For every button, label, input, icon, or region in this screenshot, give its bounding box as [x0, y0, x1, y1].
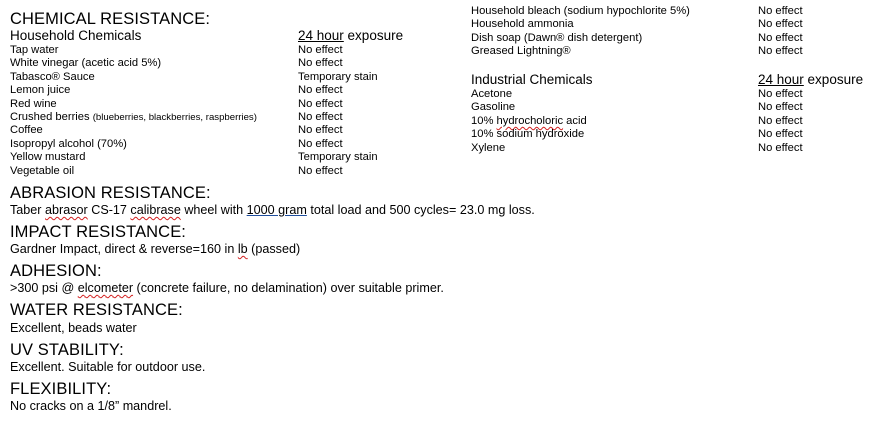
text-run: Gardner Impact, direct & reverse=160 in: [10, 242, 238, 256]
water-resistance-title: WATER RESISTANCE:: [10, 301, 183, 319]
grammar-flagged-phrase: 1000 gram: [246, 203, 307, 217]
household-chemicals-heading: Household Chemicals: [10, 28, 142, 43]
chemical-result: No effect: [758, 18, 803, 31]
chemical-name: Vegetable oil: [10, 164, 75, 177]
chemical-name: Isopropyl alcohol (70%): [10, 137, 127, 150]
industrial-exposure-heading: [758, 72, 863, 88]
household-continued-results: [758, 5, 803, 59]
chemical-result: No effect: [758, 114, 803, 127]
chemical-name: [10, 111, 257, 124]
impact-resistance-title: IMPACT RESISTANCE:: [10, 223, 186, 241]
chemical-result: No effect: [298, 44, 343, 56]
chemical-name: Coffee: [10, 124, 43, 137]
industrial-chemical-results: [758, 88, 803, 155]
text-run: (passed): [247, 242, 301, 256]
chemical-name-post: acid: [563, 114, 587, 127]
misspelled-word: hydrocholoric: [496, 114, 564, 127]
exposure-label: exposure: [803, 72, 864, 87]
household-chemical-results: [298, 44, 378, 178]
chemical-name: Red wine: [10, 97, 57, 110]
chemical-name: Acetone: [471, 88, 513, 100]
abrasion-resistance-title: ABRASION RESISTANCE:: [10, 184, 211, 202]
chemical-result: No effect: [758, 5, 803, 17]
chemical-result: No effect: [298, 57, 343, 70]
household-continued-names: [471, 5, 690, 59]
chemical-name: 10% sodium hydroxide: [471, 128, 585, 141]
text-run: Taber: [10, 203, 46, 217]
adhesion-title: ADHESION:: [10, 262, 102, 280]
impact-resistance-text: [10, 242, 300, 257]
household-exposure-heading: [298, 28, 403, 44]
chemical-result: No effect: [758, 45, 803, 58]
chemical-name: Lemon juice: [10, 84, 71, 97]
chemical-name: [471, 115, 587, 128]
chemical-result: No effect: [298, 137, 343, 150]
chemical-name-detail: (blueberries, blackberries, raspberries): [92, 111, 257, 123]
household-chemical-names: [10, 44, 257, 178]
exposure-duration: 24 hour: [758, 72, 804, 87]
chemical-result: No effect: [298, 97, 343, 110]
chemical-name-main: Crushed berries: [10, 110, 93, 123]
text-run: wheel with: [180, 203, 247, 217]
chemical-result: No effect: [758, 31, 803, 44]
chemical-result: No effect: [758, 141, 803, 154]
industrial-chemicals-heading: Industrial Chemicals: [471, 72, 593, 87]
chemical-name-pre: 10%: [471, 114, 497, 127]
uv-stability-title: UV STABILITY:: [10, 341, 124, 359]
misspelled-word: abrasor: [45, 203, 88, 217]
chemical-name: Household bleach (sodium hypochlorite 5%): [471, 5, 690, 17]
uv-stability-text: Excellent. Suitable for outdoor use.: [10, 360, 206, 374]
chemical-result: Temporary stain: [298, 70, 378, 83]
chemical-name: Gasoline: [471, 101, 516, 114]
flexibility-text: No cracks on a 1/8” mandrel.: [10, 399, 172, 413]
chemical-name: White vinegar (acetic acid 5%): [10, 57, 162, 70]
chemical-name: Tap water: [10, 44, 59, 56]
text-run: CS-17: [87, 203, 131, 217]
chemical-result: Temporary stain: [298, 151, 378, 164]
chemical-result: No effect: [298, 84, 343, 97]
adhesion-text: [10, 281, 444, 296]
misspelled-word: lb: [237, 242, 248, 256]
chemical-name: Dish soap (Dawn® dish detergent): [471, 31, 643, 44]
chemical-name: Xylene: [471, 141, 506, 154]
chemical-result: No effect: [758, 101, 803, 114]
text-run: total load and 500 cycles= 23.0 mg loss.: [306, 203, 535, 217]
exposure-label: exposure: [343, 28, 404, 43]
misspelled-word: elcometer: [77, 281, 134, 295]
chemical-result: No effect: [758, 88, 803, 100]
flexibility-title: FLEXIBILITY:: [10, 380, 112, 398]
chemical-result: No effect: [298, 164, 343, 177]
misspelled-word: calibrase: [130, 203, 181, 217]
chemical-result: No effect: [298, 110, 343, 123]
abrasion-resistance-text: [10, 203, 535, 218]
chemical-result: No effect: [758, 128, 803, 141]
chemical-name: Tabasco® Sauce: [10, 70, 95, 83]
chemical-name: Greased Lightning®: [471, 45, 571, 58]
chemical-result: No effect: [298, 124, 343, 137]
chemical-resistance-title: CHEMICAL RESISTANCE:: [10, 10, 211, 28]
chemical-name: Yellow mustard: [10, 151, 86, 164]
exposure-duration: 24 hour: [298, 28, 344, 43]
text-run: >300 psi @: [10, 281, 78, 295]
industrial-chemical-names: [471, 88, 587, 155]
text-run: (concrete failure, no delamination) over suitable primer.: [133, 281, 444, 295]
water-resistance-text: Excellent, beads water: [10, 321, 137, 335]
chemical-name: Household ammonia: [471, 18, 574, 31]
